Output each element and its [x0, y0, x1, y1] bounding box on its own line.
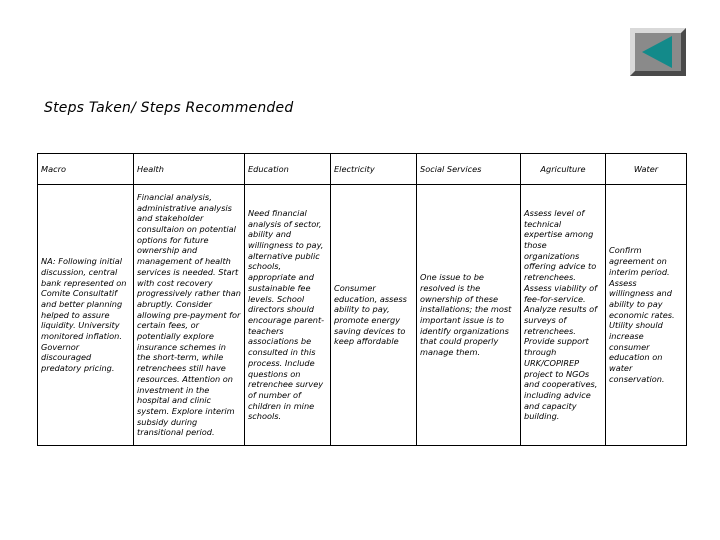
header-education: Education: [245, 154, 331, 185]
cell-agriculture: Assess level of technical expertise among those organizations offering advice to retrenchees. Assess viability of fee-for-service. Analyze results of surveys of retrenchees. Provide support through URK/COPIREP project to NGOs and cooperatives, including advice and capacity building.: [521, 185, 606, 446]
back-arrow-icon: [630, 28, 686, 76]
back-nav-button[interactable]: [630, 28, 686, 76]
header-social-services: Social Services: [417, 154, 521, 185]
cell-social-services: One issue to be resolved is the ownership of these installations; the most important issue is to identify organizations that could properly manage them.: [417, 185, 521, 446]
cell-health: Financial analysis, administrative analysis and stakeholder consultaion on potential options for future ownership and management of health services is needed. Start with cost recovery progressively rather than abruptly. Consider allowing pre-payment for certain fees, or potentially explore insurance schemes in the short-term, while retrenchees still have resources. Attention on investment in the hospital and clinic system. Explore interim subsidy during transitional period.: [134, 185, 245, 446]
steps-table: [37, 153, 687, 446]
table-row: [38, 185, 687, 446]
header-electricity: Electricity: [331, 154, 417, 185]
cell-water: Confirm agreement on interim period. Assess willingness and ability to pay economic rates. Utility should increase consumer education on water conservation.: [606, 185, 687, 446]
header-health: Health: [134, 154, 245, 185]
cell-electricity: Consumer education, assess ability to pay, promote energy saving devices to keep affordable: [331, 185, 417, 446]
cell-macro: NA: Following initial discussion, central bank represented on Comite Consultatif and better planning helped to assure liquidity. University monitored inflation. Governor discouraged predatory pricing.: [38, 185, 134, 446]
slide-title: Steps Taken/ Steps Recommended: [44, 100, 294, 116]
cell-education: Need financial analysis of sector, ability and willingness to pay, alternative public schools, appropriate and sustainable fee levels. School directors should encourage parent-teachers associations be consulted in this process. Include questions on retrenchee survey of number of children in mine schools.: [245, 185, 331, 446]
header-row: [38, 154, 687, 185]
header-agriculture: Agriculture: [521, 154, 606, 185]
header-water: Water: [606, 154, 687, 185]
header-macro: Macro: [38, 154, 134, 185]
